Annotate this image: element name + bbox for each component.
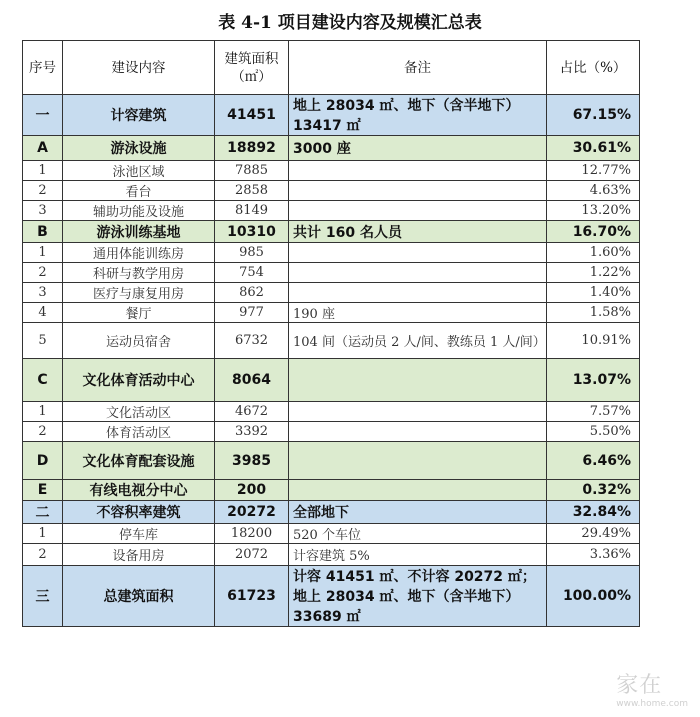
- cell-content: 餐厅: [63, 303, 215, 323]
- cell-area: 985: [215, 243, 289, 263]
- cell-content: 医疗与康复用房: [63, 283, 215, 303]
- cell-no: 1: [23, 243, 63, 263]
- table-row: [23, 442, 640, 480]
- cell-ratio: 100.00%: [547, 566, 640, 627]
- cell-content: 游泳设施: [63, 136, 215, 161]
- table-row: [23, 221, 640, 243]
- cell-ratio: 32.84%: [547, 501, 640, 524]
- cell-no: 3: [23, 283, 63, 303]
- cell-note: 地上 28034 ㎡、地下（含半地下）13417 ㎡: [289, 95, 547, 136]
- cell-area: 18200: [215, 524, 289, 544]
- cell-no: 1: [23, 161, 63, 181]
- table-row: [23, 359, 640, 402]
- table-row: [23, 243, 640, 263]
- cell-note: 计容建筑 5%: [289, 544, 547, 566]
- table-row: [23, 480, 640, 501]
- cell-note: [289, 181, 547, 201]
- summary-table: [22, 40, 640, 627]
- table-row: [23, 283, 640, 303]
- cell-content: 文化体育活动中心: [63, 359, 215, 402]
- cell-no: 4: [23, 303, 63, 323]
- cell-ratio: 67.15%: [547, 95, 640, 136]
- cell-note: 3000 座: [289, 136, 547, 161]
- cell-no: B: [23, 221, 63, 243]
- cell-area: 754: [215, 263, 289, 283]
- cell-ratio: 29.49%: [547, 524, 640, 544]
- table-title: 表 4-1 项目建设内容及规模汇总表: [218, 13, 482, 33]
- cell-area: 2072: [215, 544, 289, 566]
- table-row: [23, 422, 640, 442]
- cell-area: 41451: [215, 95, 289, 136]
- table-row: [23, 181, 640, 201]
- cell-content: 泳池区域: [63, 161, 215, 181]
- cell-note: 104 间（运动员 2 人/间、教练员 1 人/间）: [289, 323, 547, 359]
- cell-no: 2: [23, 263, 63, 283]
- cell-note: [289, 442, 547, 480]
- cell-area: 3392: [215, 422, 289, 442]
- cell-area: 7885: [215, 161, 289, 181]
- cell-area: 8064: [215, 359, 289, 402]
- cell-ratio: 1.40%: [547, 283, 640, 303]
- cell-content: 游泳训练基地: [63, 221, 215, 243]
- cell-ratio: 3.36%: [547, 544, 640, 566]
- cell-ratio: 1.22%: [547, 263, 640, 283]
- cell-content: 不容积率建筑: [63, 501, 215, 524]
- cell-note: [289, 402, 547, 422]
- cell-area: 20272: [215, 501, 289, 524]
- cell-note: 计容 41451 ㎡、不计容 20272 ㎡；地上 28034 ㎡、地下（含半地下）33689 ㎡: [289, 566, 547, 627]
- cell-ratio: 6.46%: [547, 442, 640, 480]
- cell-content: 有线电视分中心: [63, 480, 215, 501]
- table-row: [23, 161, 640, 181]
- header-content: 建设内容: [63, 41, 215, 95]
- cell-note: [289, 243, 547, 263]
- cell-ratio: 13.07%: [547, 359, 640, 402]
- cell-content: 文化活动区: [63, 402, 215, 422]
- table-row: [23, 566, 640, 627]
- cell-ratio: 10.91%: [547, 323, 640, 359]
- cell-area: 2858: [215, 181, 289, 201]
- cell-note: 全部地下: [289, 501, 547, 524]
- cell-note: 520 个车位: [289, 524, 547, 544]
- watermark-main: 家在: [616, 673, 663, 698]
- watermark: [616, 668, 688, 709]
- cell-area: 61723: [215, 566, 289, 627]
- cell-content: 体育活动区: [63, 422, 215, 442]
- table-row: [23, 501, 640, 524]
- cell-area: 862: [215, 283, 289, 303]
- header-no: 序号: [23, 41, 63, 95]
- watermark-sub: www.home.com: [616, 699, 688, 709]
- table-row: [23, 303, 640, 323]
- table-row: [23, 402, 640, 422]
- cell-area: 4672: [215, 402, 289, 422]
- cell-ratio: 12.77%: [547, 161, 640, 181]
- cell-note: 190 座: [289, 303, 547, 323]
- cell-area: 8149: [215, 201, 289, 221]
- header-note: 备注: [289, 41, 547, 95]
- cell-no: 1: [23, 402, 63, 422]
- cell-area: 3985: [215, 442, 289, 480]
- cell-ratio: 1.58%: [547, 303, 640, 323]
- cell-content: 总建筑面积: [63, 566, 215, 627]
- cell-no: E: [23, 480, 63, 501]
- cell-area: 977: [215, 303, 289, 323]
- cell-content: 辅助功能及设施: [63, 201, 215, 221]
- cell-no: 1: [23, 524, 63, 544]
- cell-no: A: [23, 136, 63, 161]
- cell-content: 文化体育配套设施: [63, 442, 215, 480]
- cell-content: 设备用房: [63, 544, 215, 566]
- cell-ratio: 7.57%: [547, 402, 640, 422]
- cell-no: 2: [23, 544, 63, 566]
- cell-area: 18892: [215, 136, 289, 161]
- cell-note: [289, 422, 547, 442]
- table-row: [23, 544, 640, 566]
- cell-ratio: 30.61%: [547, 136, 640, 161]
- cell-ratio: 0.32%: [547, 480, 640, 501]
- cell-content: 计容建筑: [63, 95, 215, 136]
- cell-no: 二: [23, 501, 63, 524]
- cell-no: C: [23, 359, 63, 402]
- table-row: [23, 524, 640, 544]
- cell-ratio: 16.70%: [547, 221, 640, 243]
- table-row: [23, 323, 640, 359]
- cell-content: 运动员宿舍: [63, 323, 215, 359]
- header-ratio: 占比（%）: [547, 41, 640, 95]
- cell-area: 6732: [215, 323, 289, 359]
- table-row: [23, 95, 640, 136]
- cell-no: 一: [23, 95, 63, 136]
- cell-area: 10310: [215, 221, 289, 243]
- cell-content: 停车库: [63, 524, 215, 544]
- cell-note: [289, 161, 547, 181]
- cell-ratio: 13.20%: [547, 201, 640, 221]
- cell-no: 三: [23, 566, 63, 627]
- cell-note: 共计 160 名人员: [289, 221, 547, 243]
- cell-content: 科研与教学用房: [63, 263, 215, 283]
- cell-note: [289, 263, 547, 283]
- cell-note: [289, 283, 547, 303]
- cell-area: 200: [215, 480, 289, 501]
- cell-no: 5: [23, 323, 63, 359]
- table-body: [23, 95, 640, 627]
- cell-note: [289, 480, 547, 501]
- table-row: [23, 136, 640, 161]
- cell-no: 3: [23, 201, 63, 221]
- cell-no: 2: [23, 181, 63, 201]
- cell-content: 通用体能训练房: [63, 243, 215, 263]
- cell-ratio: 1.60%: [547, 243, 640, 263]
- cell-note: [289, 201, 547, 221]
- table-row: [23, 263, 640, 283]
- cell-no: 2: [23, 422, 63, 442]
- cell-content: 看台: [63, 181, 215, 201]
- cell-ratio: 5.50%: [547, 422, 640, 442]
- cell-note: [289, 359, 547, 402]
- header-area: 建筑面积（㎡）: [215, 41, 289, 95]
- cell-no: D: [23, 442, 63, 480]
- table-row: [23, 201, 640, 221]
- cell-ratio: 4.63%: [547, 181, 640, 201]
